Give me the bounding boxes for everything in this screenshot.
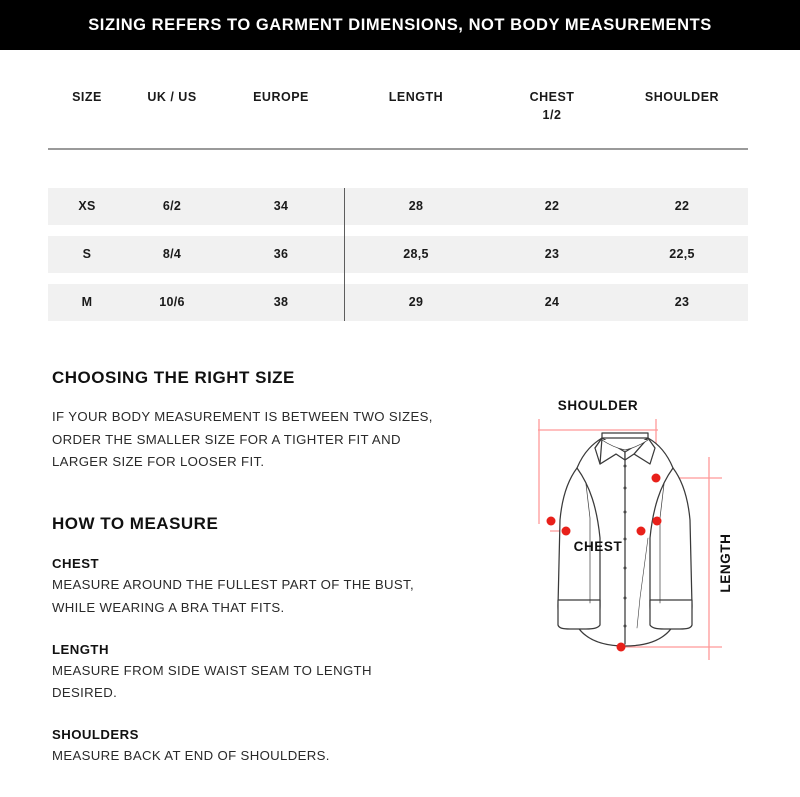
measure-chest-line-1: MEASURE AROUND THE FULLEST PART OF THE BUST, xyxy=(52,577,415,593)
measure-shoulders-line-1: MEASURE BACK AT END OF SHOULDERS. xyxy=(52,747,330,763)
column-header-europe: EUROPE xyxy=(253,90,309,104)
diagram-label-shoulder: SHOULDER xyxy=(557,398,639,413)
marker-shoulder-right xyxy=(652,474,661,483)
measure-length-line-1: MEASURE FROM SIDE WAIST SEAM TO LENGTH xyxy=(52,662,372,678)
garment-measurement-diagram xyxy=(498,388,798,688)
marker-armhole-right xyxy=(653,517,662,526)
measure-length-line-2: DESIRED. xyxy=(52,685,118,701)
measure-block-shoulders xyxy=(52,727,482,768)
diagram-label-chest: CHEST xyxy=(573,539,623,554)
size-chart-table xyxy=(48,88,748,321)
cell-chest: 23 xyxy=(544,247,560,262)
choosing-size-line-1: IF YOUR BODY MEASUREMENT IS BETWEEN TWO SIZES, xyxy=(52,409,433,424)
cell-size: S xyxy=(82,247,92,262)
instructions-column xyxy=(52,368,482,768)
marker-chest-left xyxy=(562,527,571,536)
cell-chest: 24 xyxy=(544,295,560,310)
table-column-divider xyxy=(344,188,345,321)
marker-chest-right xyxy=(637,527,646,536)
table-row xyxy=(48,284,748,321)
measure-block-length xyxy=(52,642,482,705)
table-header-row xyxy=(48,88,748,146)
banner-title: SIZING REFERS TO GARMENT DIMENSIONS, NOT BODY MEASUREMENTS xyxy=(88,15,712,34)
measure-label-length: LENGTH xyxy=(52,641,109,657)
cell-length: 28 xyxy=(408,199,424,214)
table-row xyxy=(48,236,748,273)
choosing-size-body xyxy=(52,406,482,474)
choosing-size-line-2: ORDER THE SMALLER SIZE FOR A TIGHTER FIT AND xyxy=(52,431,401,447)
measure-label-chest: CHEST xyxy=(52,556,99,572)
cell-chest: 22 xyxy=(544,199,560,214)
header-banner xyxy=(0,0,800,50)
cell-uk-us: 6/2 xyxy=(162,199,182,214)
column-header-size: SIZE xyxy=(72,90,102,104)
column-header-chest xyxy=(488,88,616,146)
cell-uk-us: 8/4 xyxy=(162,247,182,262)
table-row xyxy=(48,188,748,225)
cell-europe: 36 xyxy=(273,247,289,262)
table-body xyxy=(48,188,748,321)
column-header-shoulder: SHOULDER xyxy=(644,90,720,104)
measure-label-shoulders: SHOULDERS xyxy=(52,726,139,742)
table-header-rule xyxy=(48,148,748,150)
cell-size: M xyxy=(81,295,93,310)
marker-hem-bottom xyxy=(617,643,626,652)
column-header-length: LENGTH xyxy=(388,90,444,104)
choosing-size-line-3: LARGER SIZE FOR LOOSER FIT. xyxy=(52,454,265,470)
cell-uk-us: 10/6 xyxy=(159,295,185,310)
measure-block-chest xyxy=(52,556,482,619)
cell-size: XS xyxy=(78,199,96,214)
how-to-measure-title: HOW TO MEASURE xyxy=(52,514,219,534)
measure-chest-line-2: WHILE WEARING A BRA THAT FITS. xyxy=(52,599,285,615)
measure-body-length xyxy=(52,660,482,705)
measure-body-chest xyxy=(52,574,482,619)
cell-length: 29 xyxy=(408,295,424,310)
cell-shoulder: 22,5 xyxy=(669,247,695,262)
column-header-uk-us: UK / US xyxy=(147,90,197,104)
cell-europe: 38 xyxy=(273,295,289,310)
measure-body-shoulders xyxy=(52,745,482,768)
column-header-chest-line2: 1/2 xyxy=(542,108,562,123)
cell-shoulder: 23 xyxy=(674,295,690,310)
cell-length: 28,5 xyxy=(403,247,429,262)
cell-europe: 34 xyxy=(273,199,289,214)
cell-shoulder: 22 xyxy=(674,199,690,214)
column-header-chest-line1: CHEST xyxy=(529,90,575,104)
diagram-label-length: LENGTH xyxy=(718,533,733,593)
marker-shoulder-left-point xyxy=(547,517,556,526)
choosing-size-title: CHOOSING THE RIGHT SIZE xyxy=(52,368,295,387)
